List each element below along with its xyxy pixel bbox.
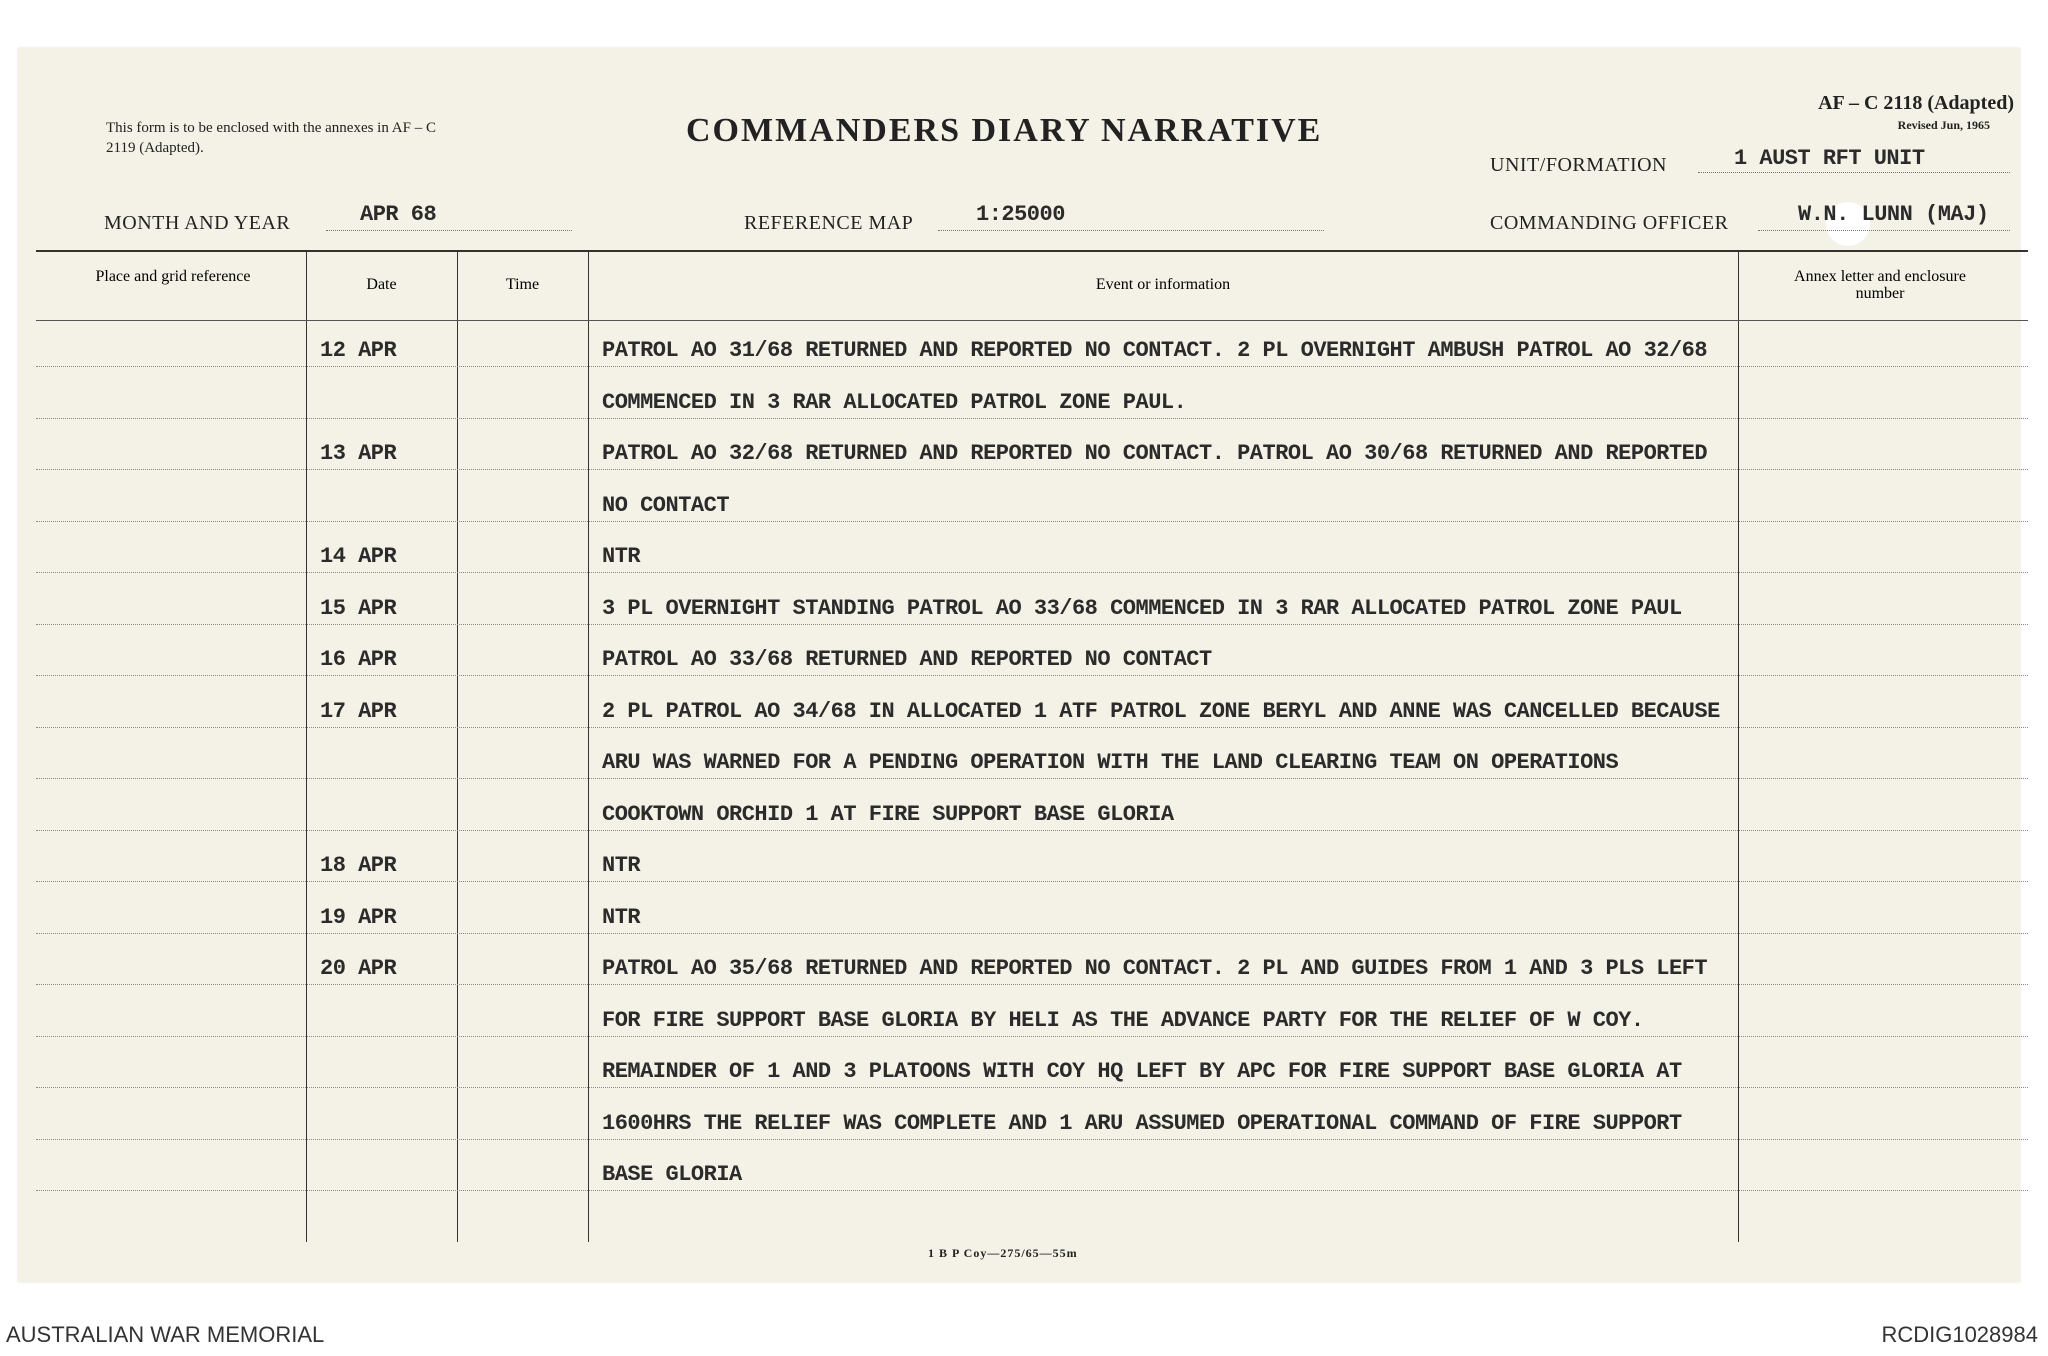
unit-value: 1 AUST RFT UNIT [1734,146,1925,171]
entry-date: 15 APR [320,595,397,621]
ruled-line [36,675,2028,676]
entry-text: NTR [602,904,641,930]
entry-date: 17 APR [320,698,397,724]
ruled-line [36,624,2028,625]
entry-text: COOKTOWN ORCHID 1 AT FIRE SUPPORT BASE GLORIA [602,801,1174,827]
ruled-line [36,881,2028,882]
entry-text: COMMENCED IN 3 RAR ALLOCATED PATROL ZONE PAUL. [602,389,1187,415]
entry-text: PATROL AO 35/68 RETURNED AND REPORTED NO CONTACT. 2 PL AND GUIDES FROM 1 AND 3 PLS LEFT [602,956,1708,981]
entry-date: 12 APR [320,338,397,363]
entry-text: BASE GLORIA [602,1162,742,1187]
entry-text: 2 PL PATROL AO 34/68 IN ALLOCATED 1 ATF PATROL ZONE BERYL AND ANNE WAS CANCELLED BECAUSE [602,698,1720,724]
entry-text: NTR [602,853,641,878]
map-value: 1:25000 [976,202,1065,227]
footer-id: RCDIG1028984 [1881,1322,2038,1347]
entry-date: 14 APR [320,544,397,569]
revised-date: Revised Jun, 1965 [1897,118,1990,132]
diary-sheet [18,48,2020,1282]
entry-text: REMAINDER OF 1 AND 3 PLATOONS WITH COY HQ LEFT BY APC FOR FIRE SUPPORT BASE GLORIA AT [602,1059,1682,1084]
ruled-line [36,572,2028,573]
entry-text: NTR [602,544,641,569]
ruled-line [36,521,2028,522]
footer-source: AUSTRALIAN WAR MEMORIAL [6,1322,325,1347]
entry-date: 20 APR [320,956,397,981]
entry-text: PATROL AO 33/68 RETURNED AND REPORTED NO CONTACT [602,647,1212,672]
entry-date: 18 APR [320,853,397,878]
col-divider-1 [306,250,307,1242]
col-divider-4 [1738,250,1739,1242]
header-rule [36,320,2028,321]
entry-text: PATROL AO 32/68 RETURNED AND REPORTED NO CONTACT. PATROL AO 30/68 RETURNED AND REPORTED [602,441,1708,466]
ruled-line [36,1036,2028,1037]
col-head-date: Date [366,276,397,293]
entry-date: 13 APR [320,441,397,466]
col-divider-2 [457,250,458,1242]
month-dots [326,230,572,231]
col-divider-3 [588,250,589,1242]
entry-text: 3 PL OVERNIGHT STANDING PATROL AO 33/68 COMMENCED IN 3 RAR ALLOCATED PATROL ZONE PAUL [602,595,1682,621]
co-dots [1758,230,2010,231]
col-head-event: Event or information [1095,276,1231,293]
ruled-line [36,1087,2028,1088]
month-label: MONTH AND YEAR [104,212,291,234]
col-head-time: Time [505,276,540,293]
entry-text: PATROL AO 31/68 RETURNED AND REPORTED NO CONTACT. 2 PL OVERNIGHT AMBUSH PATROL AO 32/68 [602,338,1708,363]
month-value: APR 68 [360,202,437,227]
entry-date: 19 APR [320,904,397,930]
ruled-line [36,366,2028,367]
entry-text: ARU WAS WARNED FOR A PENDING OPERATION WITH THE LAND CLEARING TEAM ON OPERATIONS [602,750,1619,775]
col-head-annex: Annex letter and enclosure number [1794,268,1966,302]
ruled-line [36,727,2028,728]
ruled-line [36,1139,2028,1140]
map-dots [938,230,1324,231]
form-number: AF – C 2118 (Adapted) [1818,92,2014,114]
table-top-rule [36,250,2028,252]
entry-date: 16 APR [320,647,397,672]
page-title: COMMANDERS DIARY NARRATIVE [686,112,1323,149]
ruled-line [36,1190,2028,1191]
entry-text: 1600HRS THE RELIEF WAS COMPLETE AND 1 ARU ASSUMED OPERATIONAL COMMAND OF FIRE SUPPORT [602,1110,1682,1136]
co-label: COMMANDING OFFICER [1490,212,1729,234]
form-note: This form is to be enclosed with the annexes in AF – C 2119 (Adapted). [106,120,436,156]
entry-text: FOR FIRE SUPPORT BASE GLORIA BY HELI AS THE ADVANCE PARTY FOR THE RELIEF OF W COY. [602,1007,1644,1033]
co-value: W.N. LUNN (MAJ) [1798,202,1989,227]
ruled-line [36,418,2028,419]
ruled-line [36,830,2028,831]
ruled-line [36,933,2028,934]
ruled-line [36,984,2028,985]
ruled-line [36,469,2028,470]
print-code: 1 B P Coy—275/65—55m [928,1246,1078,1260]
map-label: REFERENCE MAP [744,212,914,234]
col-head-place: Place and grid reference [95,268,251,285]
ruled-line [36,778,2028,779]
entry-text: NO CONTACT [602,492,730,518]
unit-dots [1698,172,2010,173]
unit-label: UNIT/FORMATION [1490,154,1667,176]
